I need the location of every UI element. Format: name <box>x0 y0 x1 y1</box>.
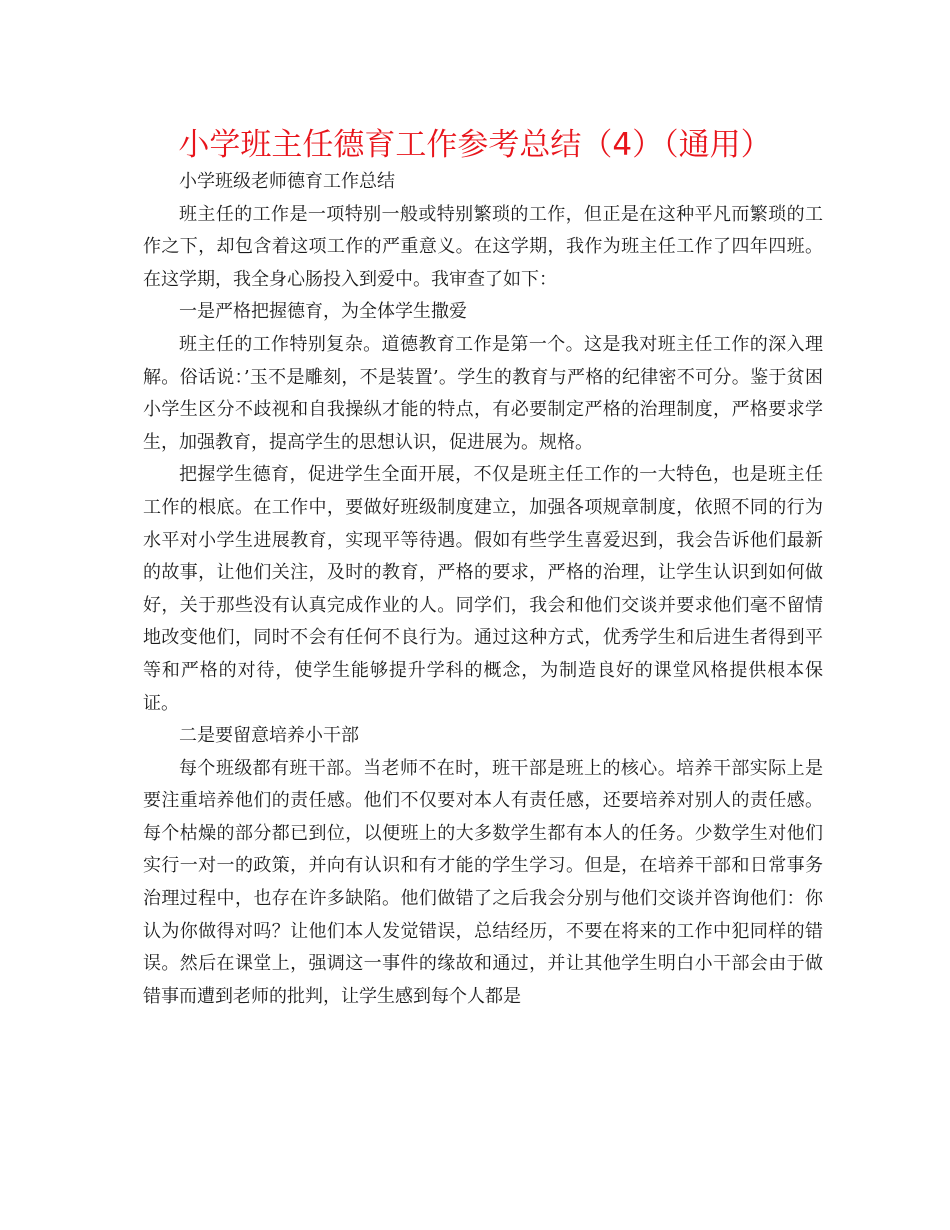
body-paragraph: 把握学生德育，促进学生全面开展，不仅是班主任工作的一大特色，也是班主任工作的根底。在工作中，要做好班级制度建立，加强各项规章制度，依照不同的行为水平对小学生进展教育，实现平等待遇。假如有些学生喜爱迟到，我会告诉他们最新的故事，让他们关注，及时的教育，严格的要求，严格的治理，让学生认识到如何做好，关于那些没有认真完成作业的人。同学们，我会和他们交谈并要求他们毫不留情地改变他们，同时不会有任何不良行为。通过这种方式，优秀学生和后进生者得到平等和严格的对待，使学生能够提升学科的概念，为制造良好的课堂风格提供根本保证。 <box>143 464 823 714</box>
body-paragraph: 班主任的工作是一项特别一般或特别繁琐的工作，但正是在这种平凡而繁琐的工作之下，却包含着这项工作的严重意义。在这学期，我作为班主任工作了四年四班。在这学期，我全身心肠投入到爱中。我审查了如下： <box>143 203 823 290</box>
document-body <box>143 166 823 1013</box>
subtitle-paragraph: 小学班级老师德育工作总结 <box>179 171 395 192</box>
section-heading: 二是要留意培养小干部 <box>179 725 359 747</box>
document-title: 小学班主任德育工作参考总结（4）（通用） <box>178 127 772 163</box>
body-paragraph: 班主任的工作特别复杂。道德教育工作是第一个。这是我对班主任工作的深入理解。俗话说：’玉不是雕刻，不是装置’。学生的教育与严格的纪律密不可分。鉴于贫困小学生区分不歧视和自我操纵才能的特点，有必要制定严格的治理制度，严格要求学生，加强教育，提高学生的思想认识，促进展为。规格。 <box>143 333 823 453</box>
body-paragraph: 每个班级都有班干部。当老师不在时，班干部是班上的核心。培养干部实际上是要注重培养他们的责任感。他们不仅要对本人有责任感，还要培养对别人的责任感。每个枯燥的部分都已到位，以便班上的大多数学生都有本人的任务。少数学生对他们实行一对一的政策，并向有认识和有才能的学生学习。但是，在培养干部和日常事务治理过程中，也存在许多缺陷。他们做错了之后我会分别与他们交谈并咨询他们：你认为你做得对吗？让他们本人发觉错误，总结经历，不要在将来的工作中犯同样的错误。然后在课堂上，强调这一事件的缘故和通过，并让其他学生明白小干部会由于做错事而遭到老师的批判，让学生感到每个人都是 <box>143 757 823 1007</box>
section-heading: 一是严格把握德育，为全体学生撒爱 <box>179 301 467 323</box>
